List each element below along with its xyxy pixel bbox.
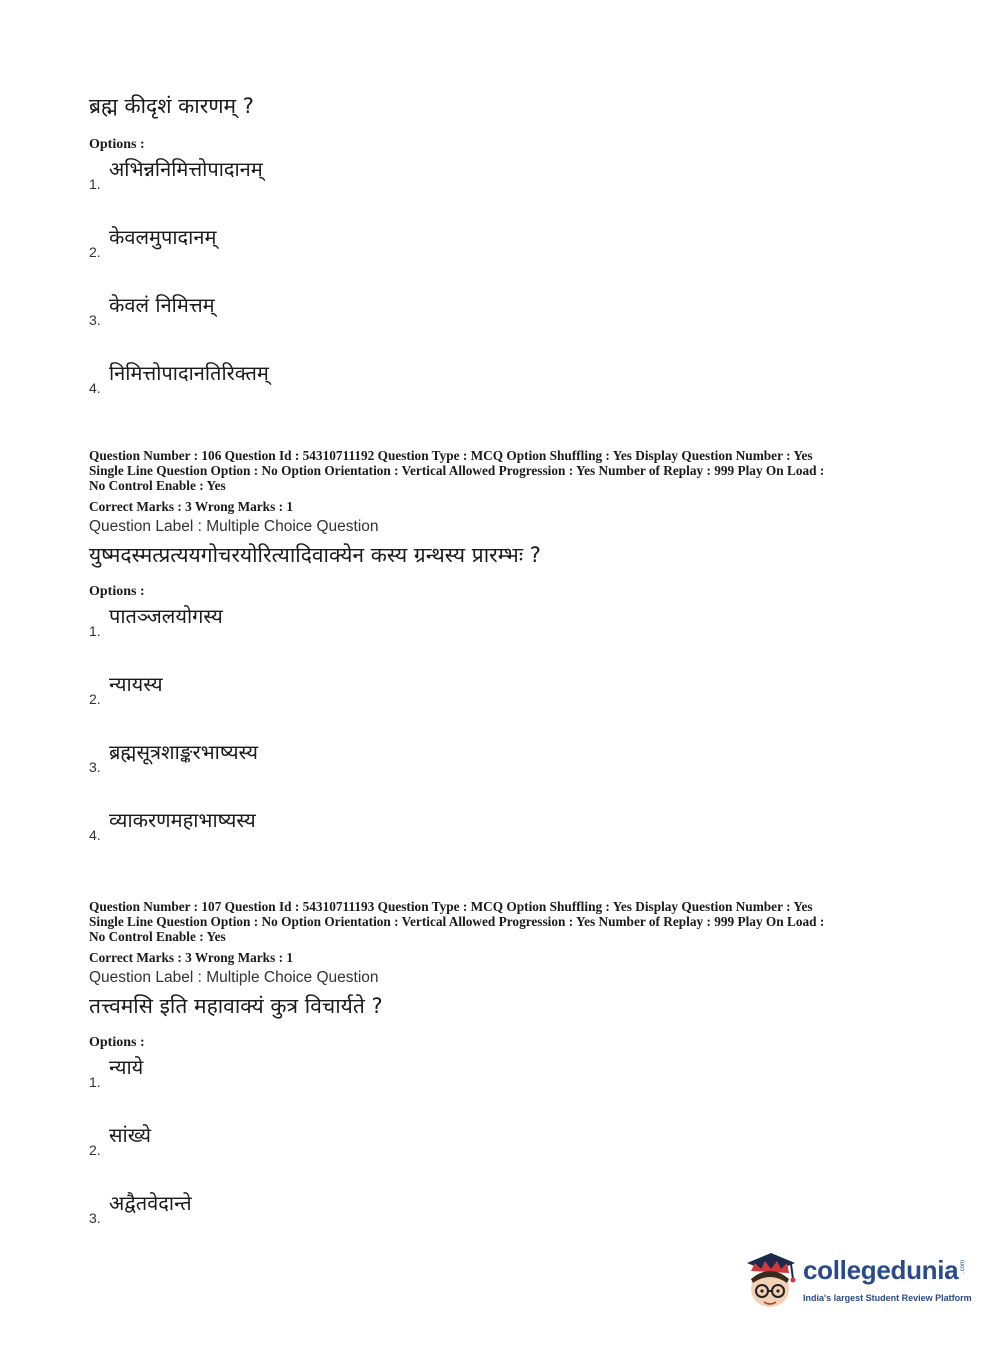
option-item[interactable]	[89, 1122, 919, 1190]
option-number: 2.	[89, 244, 101, 260]
meta-line: No Control Enable : Yes	[89, 478, 226, 493]
meta-line: Single Line Question Option : No Option Orientation : Vertical Allowed Progression : Yes Number of Replay : 999 Play On Load :	[89, 463, 825, 478]
option-item[interactable]	[89, 224, 919, 292]
option-text: न्याये	[109, 1055, 144, 1079]
option-item[interactable]	[89, 156, 919, 224]
option-number: 2.	[89, 691, 101, 707]
options-label: Options :	[89, 137, 145, 152]
question-label: Question Label : Multiple Choice Question	[89, 969, 379, 986]
option-text: सांख्ये	[109, 1123, 151, 1147]
option-number: 1.	[89, 1074, 101, 1090]
question-label: Question Label : Multiple Choice Question	[89, 518, 379, 535]
option-text: केवलं निमित्तम्	[109, 293, 215, 317]
option-item[interactable]	[89, 360, 919, 428]
option-text: ब्रह्मसूत्रशाङ्करभाष्यस्य	[109, 740, 258, 764]
option-text: केवलमुपादानम्	[109, 225, 217, 249]
meta-line: Single Line Question Option : No Option Orientation : Vertical Allowed Progression : Yes Number of Replay : 999 Play On Load :	[89, 914, 825, 929]
meta-line: Question Number : 106 Question Id : 54310711192 Question Type : MCQ Option Shuffling : Yes Display Question Number : Yes	[89, 448, 813, 463]
meta-line: Question Number : 107 Question Id : 54310711193 Question Type : MCQ Option Shuffling : Yes Display Question Number : Yes	[89, 899, 813, 914]
option-text: अभिन्ननिमित्तोपादानम्	[109, 157, 263, 181]
option-text: निमित्तोपादानतिरिक्तम्	[109, 361, 269, 385]
question-meta	[89, 448, 919, 493]
option-item[interactable]	[89, 739, 919, 807]
options-label: Options :	[89, 1035, 145, 1050]
option-text: व्याकरणमहाभाष्यस्य	[109, 808, 256, 832]
option-number: 3.	[89, 312, 101, 328]
option-text: न्यायस्य	[109, 672, 163, 696]
option-number: 2.	[89, 1142, 101, 1158]
option-item[interactable]	[89, 292, 919, 360]
option-number: 1.	[89, 176, 101, 192]
question-text: ब्रह्म कीदृशं कारणम् ?	[89, 94, 254, 118]
option-number: 1.	[89, 623, 101, 639]
options-list	[89, 603, 919, 875]
question-text: तत्त्वमसि इति महावाक्यं कुत्र विचार्यते ?	[89, 994, 383, 1018]
option-text: पातञ्जलयोगस्य	[109, 604, 223, 628]
question-meta	[89, 899, 919, 944]
option-item[interactable]	[89, 1054, 919, 1122]
logo-suffix: .com	[960, 1259, 966, 1273]
option-number: 4.	[89, 380, 101, 396]
option-item[interactable]	[89, 671, 919, 739]
logo-wordmark: collegedunia	[803, 1255, 959, 1285]
option-number: 3.	[89, 1210, 101, 1226]
question-text: युष्मदस्मत्प्रत्ययगोचरयोरित्यादिवाक्येन कस्य ग्रन्थस्य प्रारम्भः ?	[89, 543, 541, 567]
question-106	[89, 448, 919, 875]
question-marks: Correct Marks : 3 Wrong Marks : 1	[89, 499, 293, 514]
option-text: अद्वैतवेदान्ते	[109, 1191, 192, 1215]
logo-tagline: India's largest Student Review Platform	[803, 1293, 972, 1303]
option-item[interactable]	[89, 603, 919, 671]
option-number: 3.	[89, 759, 101, 775]
option-item[interactable]	[89, 807, 919, 875]
question-marks: Correct Marks : 3 Wrong Marks : 1	[89, 950, 293, 965]
student-mascot-icon	[741, 1249, 799, 1311]
question-107	[89, 899, 919, 1258]
options-list	[89, 1054, 919, 1258]
meta-line: No Control Enable : Yes	[89, 929, 226, 944]
question-105	[89, 92, 919, 428]
collegedunia-logo	[741, 1247, 971, 1313]
options-list	[89, 156, 919, 428]
options-label: Options :	[89, 584, 145, 599]
option-number: 4.	[89, 827, 101, 843]
